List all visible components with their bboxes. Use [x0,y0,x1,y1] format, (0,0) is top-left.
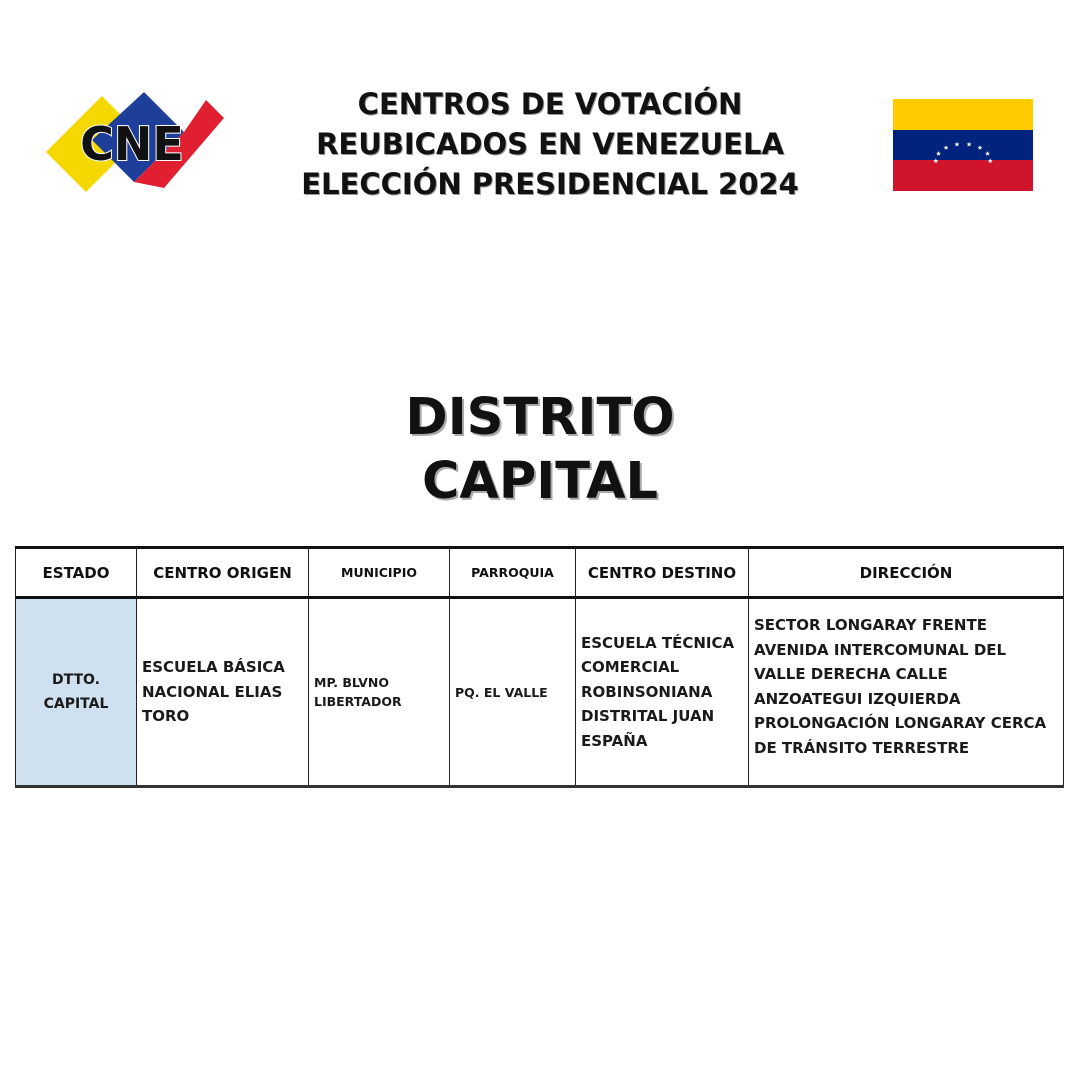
cell-line: DISTRITAL JUAN [581,707,715,726]
cell-line: AVENIDA INTERCOMUNAL DEL [754,640,1007,659]
flag-stripe-yellow [893,99,1033,130]
cell-line: ANZOATEGUI IZQUIERDA [754,689,961,708]
cell-line: ESCUELA BÁSICA [142,658,285,677]
cell-line: COMERCIAL [581,658,680,677]
cell-centro-destino [576,598,749,787]
header-title [240,84,860,204]
cell-line: DE TRÁNSITO TERRESTRE [754,738,970,757]
flag-stripe-red [893,160,1033,191]
district-title-line: CAPITAL [421,452,659,511]
venezuela-flag [893,99,1033,191]
cell-line: CAPITAL [43,696,109,712]
cell-line: ESCUELA TÉCNICA [581,633,735,652]
cell-line: NACIONAL ELIAS [142,682,283,701]
district-title-line: DISTRITO [405,388,675,447]
cell-line: MP. BLVNO [314,675,389,690]
district-title [290,386,790,514]
cell-line: PQ. EL VALLE [455,684,548,700]
column-header-parroquia: PARROQUIA [450,548,576,598]
table-header-row [16,548,1064,598]
column-header-centro-origen: CENTRO ORIGEN [137,548,309,598]
header-title-line: REUBICADOS EN VENEZUELA [316,127,784,161]
header-title-line: ELECCIÓN PRESIDENCIAL 2024 [301,167,799,201]
cell-line: TORO [142,707,190,726]
column-header-estado: ESTADO [16,548,137,598]
header-title-line: CENTROS DE VOTACIÓN [357,87,743,121]
cell-direccion [749,598,1064,787]
column-header-direccion: DIRECCIÓN [749,548,1064,598]
relocation-table [15,546,1064,788]
column-header-municipio: MUNICIPIO [309,548,450,598]
cell-line: DTTO. [52,671,100,688]
cne-logo [44,92,226,194]
cell-line: ESPAÑA [581,731,648,750]
logo-text: CNE [80,117,184,171]
cell-municipio [309,598,450,787]
table-row [16,598,1064,787]
cell-parroquia [450,598,576,787]
column-header-centro-destino: CENTRO DESTINO [576,548,749,598]
flag-stripe-blue [893,130,1033,160]
cell-line: SECTOR LONGARAY FRENTE [754,616,987,634]
cell-line: ROBINSONIANA [581,682,713,701]
cell-line: LIBERTADOR [314,694,402,709]
cell-estado [16,598,137,787]
cell-line: PROLONGACIÓN LONGARAY CERCA [754,714,1047,732]
cell-line: VALLE DERECHA CALLE [754,665,948,683]
cell-centro-origen [137,598,309,787]
